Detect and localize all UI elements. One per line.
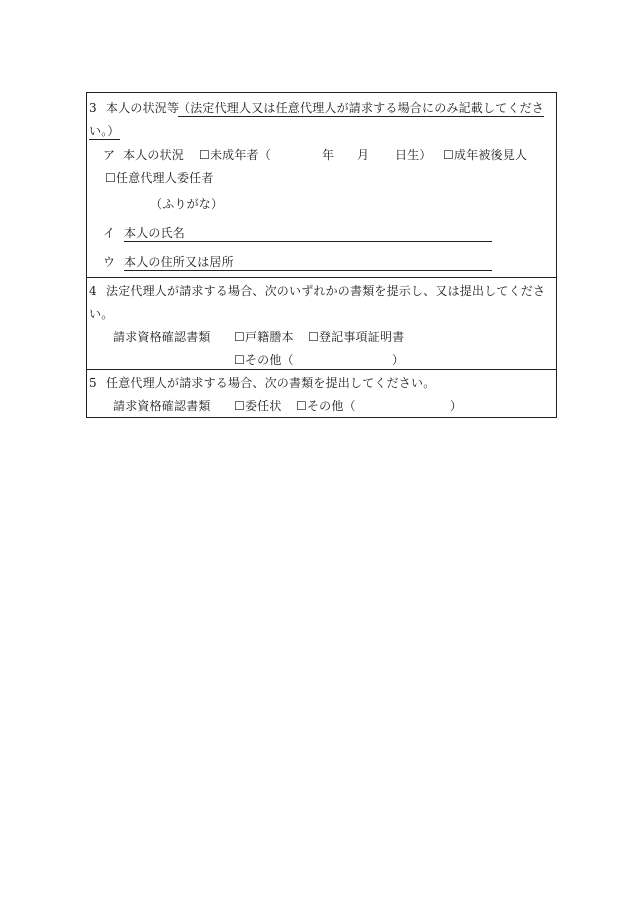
section-4-number: 4: [89, 284, 97, 298]
minor-checkbox-option[interactable]: ☐未成年者（: [199, 148, 271, 162]
birth-year-label: 年: [322, 148, 335, 162]
item-a-marker: ア: [103, 148, 116, 162]
section-5-other-checkbox-option[interactable]: ☐その他（: [296, 399, 356, 413]
request-form-table: [86, 92, 557, 418]
name-entry-line[interactable]: [124, 241, 492, 242]
section-4-other-close-paren: ）: [392, 353, 405, 367]
section-4-other-checkbox-option[interactable]: ☐その他（: [234, 353, 294, 367]
section-3-note-line1: （法定代理人又は任意代理人が請求する場合にのみ記載してくださ: [178, 101, 545, 115]
power-of-attorney-checkbox-option[interactable]: ☐委任状: [234, 399, 282, 413]
section-4-document-label: 請求資格確認書類: [113, 330, 211, 344]
section-5-document-label: 請求資格確認書類: [113, 399, 211, 413]
item-u-marker: ウ: [103, 255, 116, 269]
furigana-label: （ふりがな）: [150, 197, 224, 211]
registry-certificate-checkbox-option[interactable]: ☐登記事項証明書: [308, 330, 405, 344]
name-label: 本人の氏名: [124, 226, 186, 240]
appointee-checkbox-option[interactable]: ☐任意代理人委任者: [105, 171, 214, 185]
section-3-note-line2: い。）: [89, 124, 120, 138]
koseki-checkbox-option[interactable]: ☐戸籍謄本: [234, 330, 294, 344]
address-label: 本人の住所又は居所: [124, 255, 234, 269]
section-5-other-close-paren: ）: [450, 399, 463, 413]
section-3-number: 3: [89, 101, 97, 115]
address-entry-line[interactable]: [124, 270, 492, 271]
item-i-marker: イ: [103, 226, 116, 240]
birth-day-label: 日生）: [395, 148, 432, 162]
section-5-number: 5: [89, 376, 97, 390]
section-3-title: 本人の状況等: [106, 101, 180, 115]
section-4: [87, 277, 556, 369]
section-5: [87, 369, 556, 417]
section-5-text: 任意代理人が請求する場合、次の書類を提出してください。: [106, 376, 436, 390]
section-4-text-line2: い。: [89, 307, 114, 321]
adult-ward-checkbox-option[interactable]: ☐成年被後見人: [443, 148, 528, 162]
item-a-label: 本人の状況: [123, 148, 185, 162]
section-4-text-line1: 法定代理人が請求する場合、次のいずれかの書類を提示し、又は提出してくださ: [106, 284, 546, 298]
birth-month-label: 月: [357, 148, 370, 162]
section-3: [87, 93, 556, 277]
